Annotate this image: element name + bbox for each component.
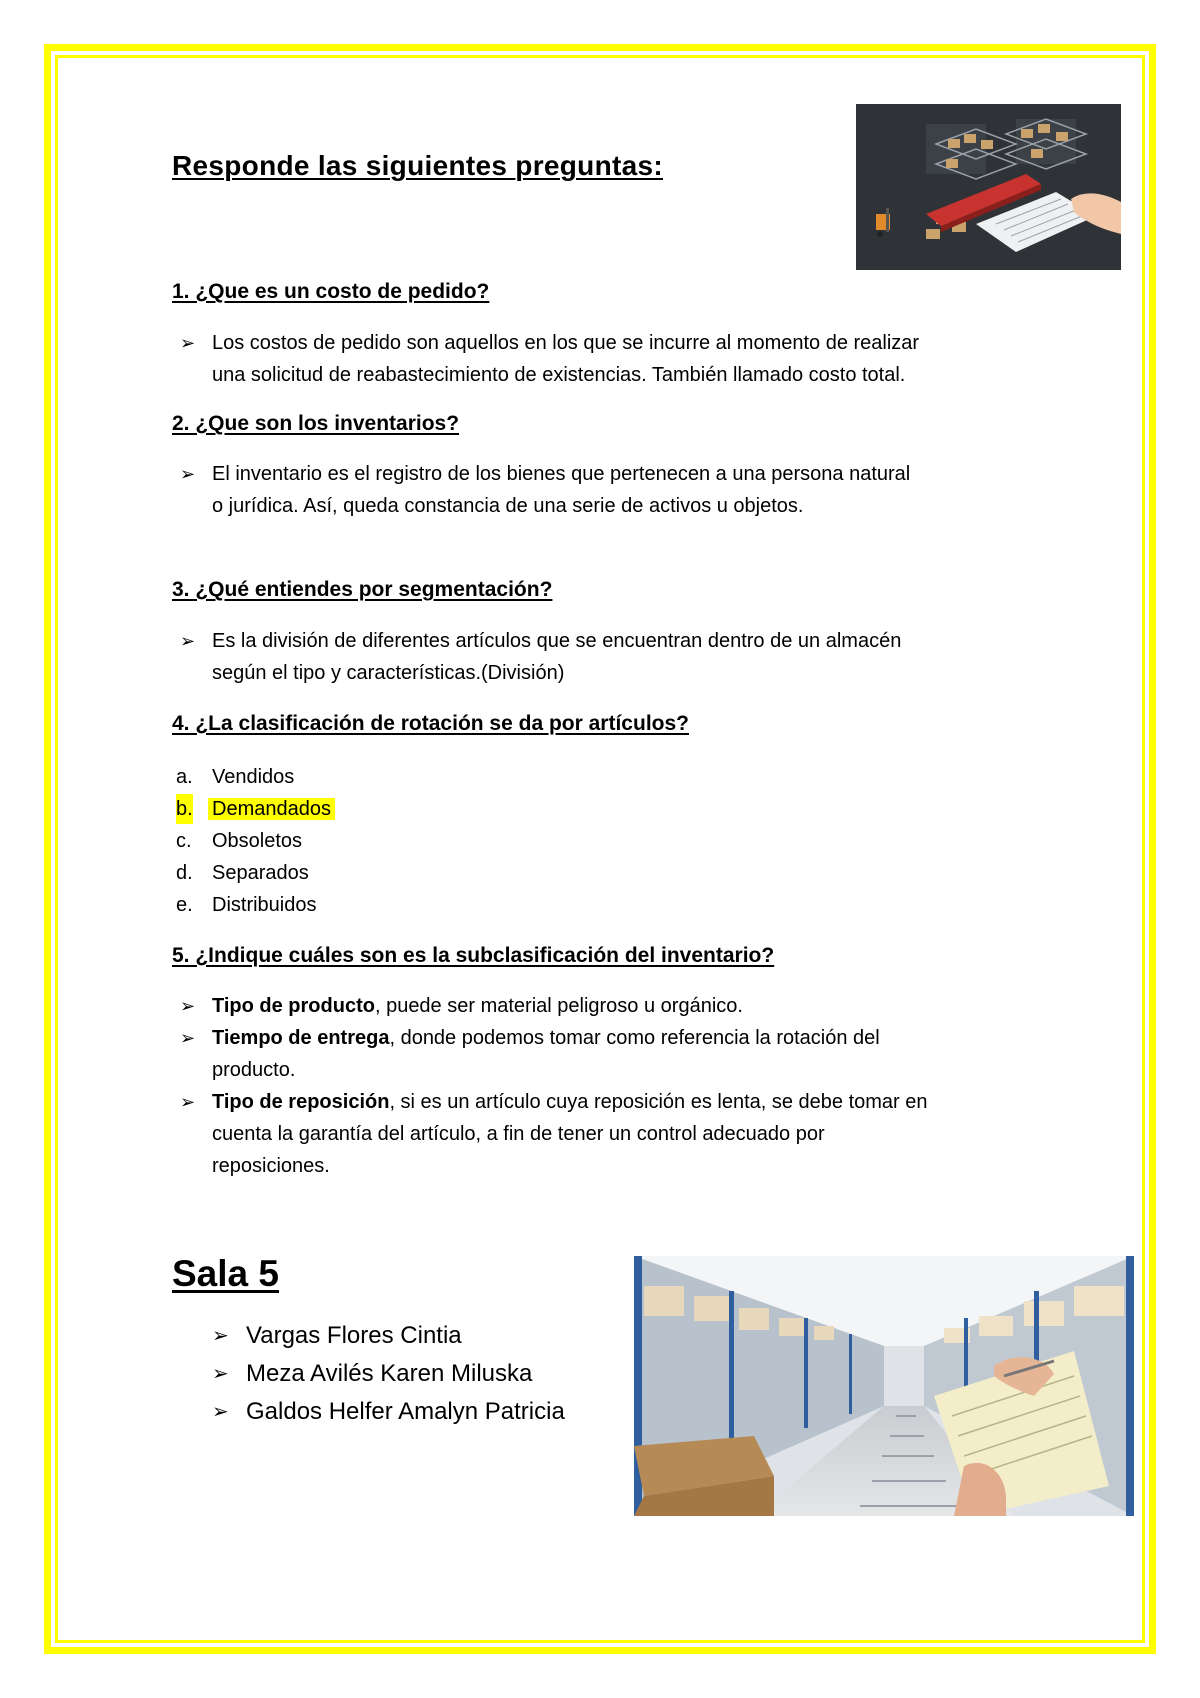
page-heading: Responde las siguientes preguntas: bbox=[172, 150, 663, 181]
option-e: e. Distribuidos bbox=[176, 894, 317, 916]
warehouse-illustration bbox=[856, 104, 1121, 270]
subclass-item-3: ➢ Tipo de reposición, si es un artículo cuya reposición es lenta, se debe tomar en cuenta la garantía del artículo, a fin de tener un control adecuado por reposiciones. bbox=[212, 1086, 1042, 1182]
question-3-answer: ➢ Es la división de diferentes artículos que se encuentran dentro de un almacén según el tipo y características.(División) bbox=[212, 625, 1042, 689]
option-a: a. Vendidos bbox=[176, 766, 295, 788]
question-3-title: 3. ¿Qué entiendes por segmentación? bbox=[172, 578, 553, 601]
question-1-answer: ➢ Los costos de pedido son aquellos en los que se incurre al momento de realizar una solicitud de reabastecimiento de existencias. También llamado costo total. bbox=[212, 327, 1042, 391]
member-3: ➢ Galdos Helfer Amalyn Patricia bbox=[246, 1394, 565, 1430]
question-5-title: 5. ¿Indique cuáles son es la subclasificación del inventario? bbox=[172, 944, 775, 967]
question-2-title: 2. ¿Que son los inventarios? bbox=[172, 412, 460, 435]
option-b-highlighted: b. Demandados bbox=[212, 794, 335, 824]
subclass-item-2: ➢ Tiempo de entrega, donde podemos tomar como referencia la rotación del producto. bbox=[212, 1022, 1042, 1086]
arrow-bullet-icon: ➢ bbox=[212, 1363, 229, 1385]
subclass-item-1: ➢ Tipo de producto, puede ser material peligroso u orgánico. bbox=[212, 990, 1042, 1022]
arrow-bullet-icon: ➢ bbox=[212, 1325, 229, 1347]
member-2: ➢ Meza Avilés Karen Miluska bbox=[246, 1356, 532, 1392]
arrow-bullet-icon: ➢ bbox=[180, 996, 196, 1016]
arrow-bullet-icon: ➢ bbox=[212, 1401, 229, 1423]
sala-title: Sala 5 bbox=[172, 1253, 279, 1294]
arrow-bullet-icon: ➢ bbox=[180, 631, 196, 651]
question-4-title: 4. ¿La clasificación de rotación se da por artículos? bbox=[172, 712, 689, 735]
arrow-bullet-icon: ➢ bbox=[180, 1028, 196, 1048]
warehouse-photo bbox=[634, 1256, 1134, 1516]
option-c: c. Obsoletos bbox=[176, 830, 303, 852]
question-2-answer: ➢ El inventario es el registro de los bienes que pertenecen a una persona natural o jurídica. Así, queda constancia de una serie de activos u objetos. bbox=[212, 458, 1042, 522]
option-d: d. Separados bbox=[176, 862, 309, 884]
member-1: ➢ Vargas Flores Cintia bbox=[246, 1318, 462, 1354]
arrow-bullet-icon: ➢ bbox=[180, 1092, 196, 1112]
arrow-bullet-icon: ➢ bbox=[180, 333, 196, 353]
arrow-bullet-icon: ➢ bbox=[180, 464, 196, 484]
question-1-title: 1. ¿Que es un costo de pedido? bbox=[172, 280, 490, 303]
